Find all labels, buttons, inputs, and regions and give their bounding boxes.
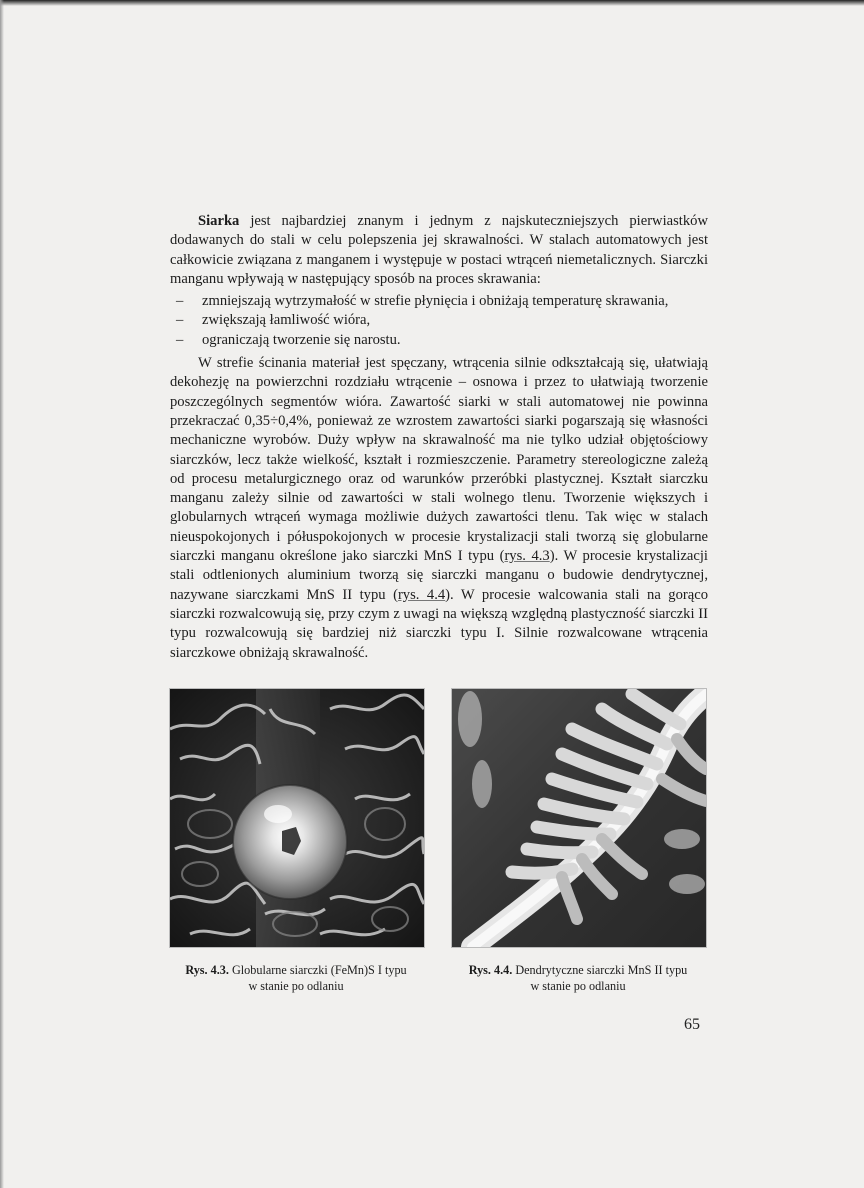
caption-number: Rys. 4.3. [185,963,229,977]
paragraph-text: W strefie ścinania materiał jest spęczany, wtrącenia silnie odkształcają się, ułatwiają dekohezję na powierzchni rozdziału wtrącenie – osnowa i przez to ułatwiają tworzenie poszczególnych segmentów wióra. Zawartość siarki w stali automatowej nie powinna przekraczać 0,35÷0,4%, ponieważ ze wzrostem zawartości siarki pogarszają się własności mechaniczne wyrobów. Duży wpływ na skrawalność ma nie tylko udział objętościowy siarczków, lecz także wielkość, kształt i rozmieszczenie. Parametry stereologiczne zależą od procesu metalurgicznego oraz od warunków przeróbki plastycznej. Kształt siarczku manganu zależy silnie od zawartości w stali wolnego tlenu. Tworzenie większych i globularnych wtrąceń wymaga możliwie dużych zawartości tlenu. Tak więc w stalach nieuspokojonych i półuspokojonych w procesie krystalizacji stali tworzą się globularne siarczki manganu określone jako siarczki MnS I typu ( [170,355,708,565]
page-number: 65 [684,1016,700,1033]
figure-caption-4-3 [161,962,431,994]
figure-dendritic-sulfide-micrograph [451,688,707,948]
paragraph-shear-zone [170,354,708,663]
list-item: – zwiększają łamliwość wióra, [170,311,708,330]
paragraph-sulfur-intro [170,212,708,289]
effects-list [170,292,708,350]
paragraph-text: ). W procesie krystalizacji stali odtlenionych aluminium tworzą się siarczki manganu o budowie dendrytycznej, nazywane siarczkami MnS II typu ( [170,548,708,603]
caption-number: Rys. 4.4. [468,963,513,977]
micrograph-dendritic-image [452,689,706,947]
micrograph-globular-image [170,689,424,947]
figure-globular-sulfide-micrograph [169,688,425,948]
lead-term: Siarka [198,213,240,229]
paragraph-text: jest najbardziej znanym i jednym z najskuteczniejszych pierwiastków dodawanych do stali w celu polepszenia jej skrawalności. W stalach automatowych jest całkowicie związana z manganem i występuje w postaci wtrąceń niemetalicznych. Siarczki manganu wpływają w następujący sposób na proces skrawania: [170,213,708,287]
list-item: – zmniejszają wytrzymałość w strefie płynięcia i obniżają temperaturę skrawania, [170,292,708,311]
list-item: – ograniczają tworzenie się narostu. [170,331,708,350]
caption-text: w stanie po odlaniu [248,979,344,993]
figure-caption-4-4 [443,962,713,994]
paragraph-text: ). W procesie walcowania stali na gorąco siarczki rozwalcowują się, przy czym z uwagi na większą względną plastyczność siarczki II typu rozwalcowują się bardziej niż siarczki typu I. Silnie rozwalcowane wtrącenia siarczkowe obniżają skrawalność. [170,586,708,661]
figure-reference-4-3[interactable]: rys. 4.3 [504,548,550,565]
caption-text: Dendrytyczne siarczki MnS II typu [512,963,688,977]
caption-text: w stanie po odlaniu [530,979,626,993]
caption-text: Globularne siarczki (FeMn)S I typu [228,963,407,977]
figure-reference-4-4[interactable]: rys. 4.4 [397,586,446,603]
body-text [170,212,708,663]
